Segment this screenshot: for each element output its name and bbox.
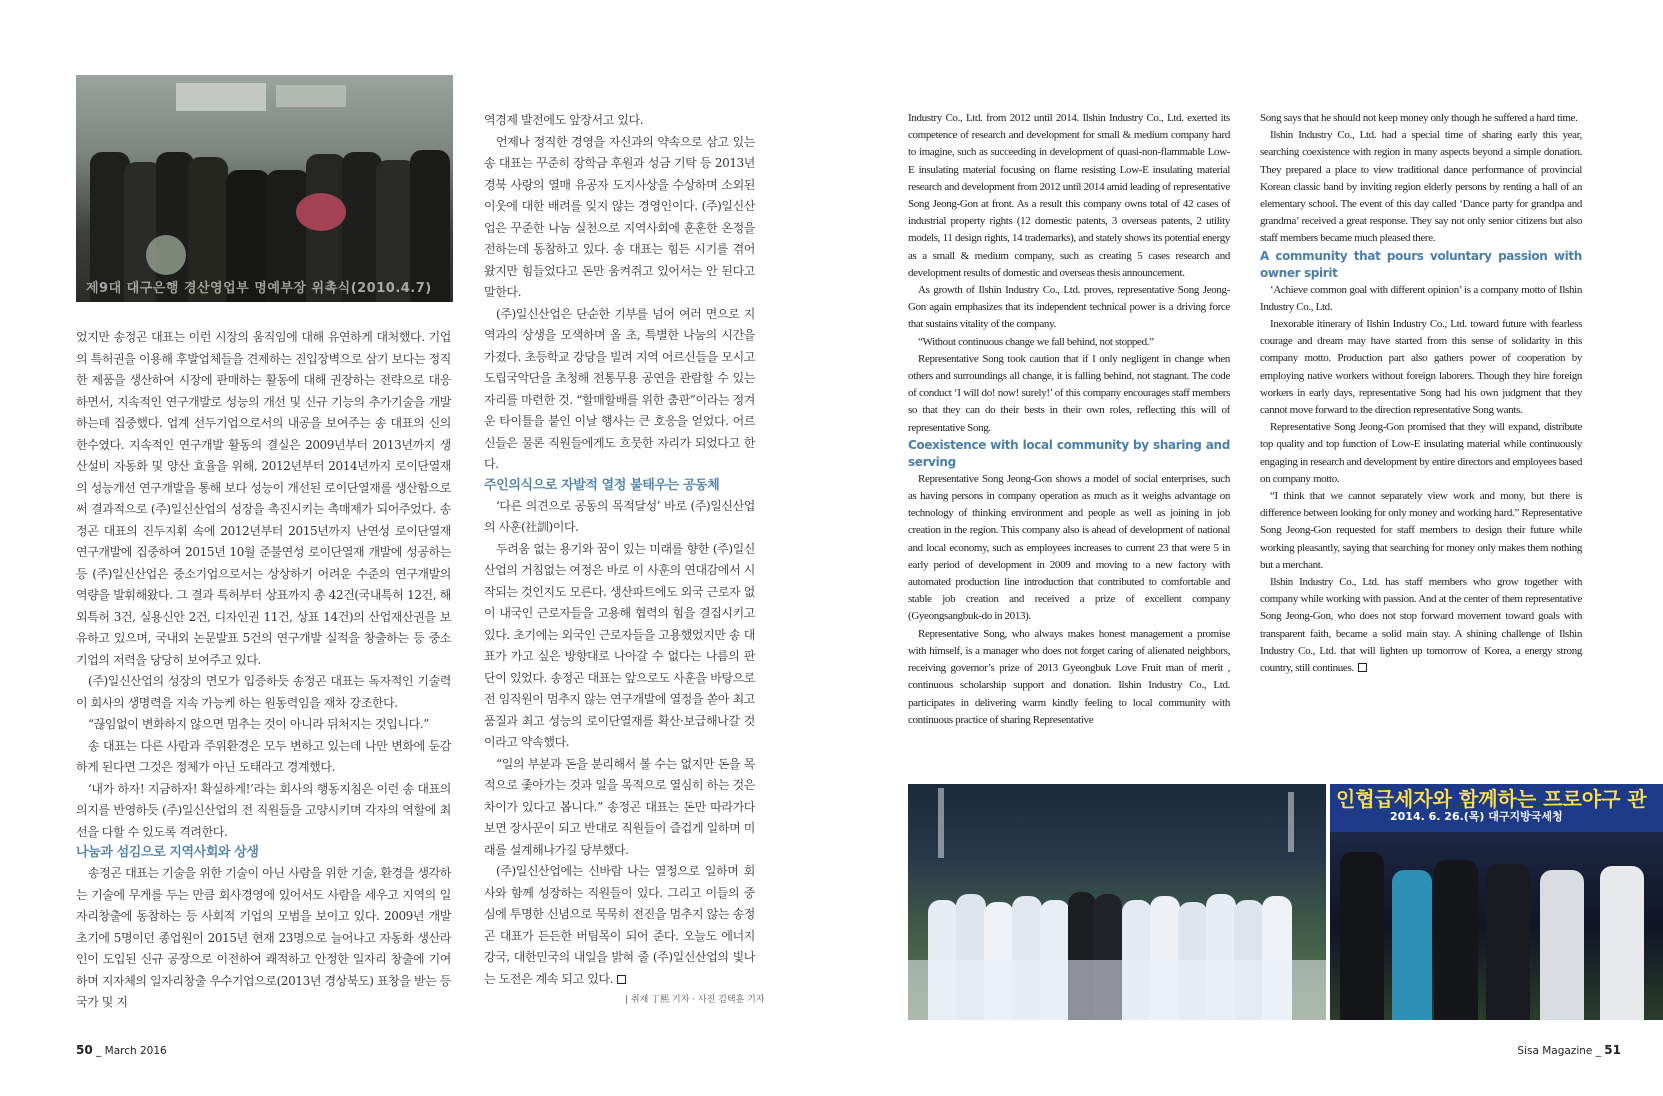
- closing-paragraph: (주)일신산업에는 신바람 나는 열정으로 일하며 회사와 함께 성장하는 직원들이 있다. 그리고 이들의 중심에 투명한 신념으로 묵묵히 전진을 멈추지 않는 송정곤 대표가 든든한 버팀목이 되어 준다. 오늘도 에너지 강국, 대한민국의 내일을 밝혀 줄 (주)일신산업의 빛나는 도전은 계속 되고 있다.: [484, 864, 755, 986]
- event-banner: [1330, 784, 1663, 832]
- paragraph: [484, 861, 755, 990]
- paragraph: 역경제 발전에도 앞장서고 있다.: [484, 113, 644, 127]
- issue-date: _ March 2016: [96, 1045, 167, 1057]
- paragraph: “일의 부분과 돈을 분리해서 볼 수는 없지만 돈을 목적으로 좇아가는 것과 일을 목적으로 열심히 하는 것은 차이가 있다고 봅니다.” 송정곤 대표는 돈만 따라가다 보면 장사꾼이 되고 반대로 직원들이 즐겁게 일하며 미래를 설계해나가길 당부했다.: [484, 756, 755, 857]
- paragraph: [1260, 574, 1582, 677]
- paragraph: 두려움 없는 용기와 꿈이 있는 미래를 향한 (주)일신산업의 거침없는 여정은 바로 이 사훈의 연대감에서 시작되는 것인지도 모른다. 생산파트에도 외국 근로자 없이 내국인 근로자들을 고용해 협력의 힘을 결집시키고 있다. 초기에는 외국인 근로자들을 고용했었지만 송 대표가 가고 싶은 방향대로 나아갈 수 없다는 나름의 판단이 있었다. 송정곤 대표는 앞으로도 사훈을 바탕으로 전 임직원이 멈추지 않는 연구개발에 열정을 쏟아 최고 품질과 최고 성능의 로이단열재를 확산·보급해나갈 것이라고 약속했다.: [484, 541, 755, 749]
- paragraph: Inexorable itinerary of Ilshin Industry Co., Ltd. toward future with fearless courage and dream may have started from this sense of solidarity in this company motto. Production part also gathers power of cooperation by employing native workers without foreign laborers. Though they hire foreign workers in early days, representative Song had his own judgment that they cannot move forward to the direction representative Song wants.: [1260, 318, 1582, 417]
- banner-title: 인협급세자와 함께하는 프로야구 관: [1336, 787, 1647, 811]
- event-photo: [1330, 784, 1663, 1020]
- quote: “끊임없이 변화하지 않으면 멈추는 것이 아니라 뒤처지는 것입니다.”: [88, 717, 429, 731]
- page-number-right: [1517, 1043, 1621, 1057]
- paragraph: (주)일신산업의 성장의 면모가 입증하듯 송정곤 대표는 독자적인 기술력이 회사의 생명력을 지속 가능케 하는 원동력임을 재차 강조한다.: [76, 674, 451, 710]
- right-column-1: [908, 110, 1230, 729]
- section-heading: A community that pours voluntary passion with owner spirit: [1260, 248, 1582, 280]
- paragraph: 송 대표는 다른 사람과 주위환경은 모두 변하고 있는데 나만 변화에 둔감하게 된다면 그것은 정체가 아닌 도태라고 경계했다.: [76, 738, 451, 774]
- paragraph: 언제나 정직한 경영을 자신과의 약속으로 삼고 있는 송 대표는 꾸준히 장학금 후원과 성금 기탁 등 2013년 경북 사랑의 열매 유공자 도지사상을 수상하며 소외된 이웃에 대한 배려를 잊지 않는 경영인이다. (주)일신산업은 꾸준한 나눔 실천으로 지역사회에 훈훈한 온정을 전하는데 동참하고 있다. 송 대표는 힘든 시기를 겪어왔지만 힘들었다고 돈만 움켜쥐고 있어서는 안 된다고 말한다.: [484, 134, 755, 299]
- paragraph: Representative Song Jeong-Gon shows a model of social enterprises, such as having persons in company operation as much as it weighs advantage on technology of thinking environment and people as well as joining in job creation in the region. This company also is ahead of development of national and local economy, such as employees increases to current 23 that were 5 in early period of development in 2009 and moving to a new factory with automated production line introduction that contributed to comfortable and stable job creation and received a prize of excellent company (Gyeongsangbuk-do in 2013).: [908, 472, 1230, 623]
- page-number-left: [76, 1043, 167, 1057]
- paragraph: As growth of Ilshin Industry Co., Ltd. proves, representative Song Jeong-Gon again emphasizes that its independent technical power is a driving force that sustains vitality of the company.: [908, 284, 1230, 331]
- page-number: 51: [1604, 1043, 1621, 1057]
- paragraph: 송정곤 대표는 기술을 위한 기술이 아닌 사람을 위한 기술, 환경을 생각하는 기술에 무게를 두는 만큼 회사경영에 있어서도 사람을 세우고 지역의 일자리창출에 동참하는 등 사회적 기업의 모범을 보이고 있다. 2009년 개발 초기에 5명이던 종업원이 2015년 현재 23명으로 늘어나고 자동화 생산라인이 도입된 신규 공장으로 이전하여 쾌적하고 안정한 일자리 창출에 기여하며 지자체의 일자리창출 우수기업으로(2013년 경상북도) 표창을 받는 등 국가 및 지: [76, 866, 451, 1009]
- paragraph: Representative Song took caution that if I only negligent in change when others and surroundings all change, it is falling behind, not stagnant. The code of conduct ‘I will do! now! surely!’ of this company encourages staff members so that they can do their bests in their own roles, reflecting this will of representative Song.: [908, 352, 1230, 434]
- left-column-1: [76, 327, 451, 1014]
- paragraph: 었지만 송정곤 대표는 이런 시장의 움직임에 대해 유연하게 대처했다. 기업의 특허권을 이용해 후발업체들을 견제하는 진입장벽으로 삼기 보다는 정직한 제품을 생산하여 시장에 판매하는 활동에 대해 권장하는 전략으로 대응하면서, 지속적인 연구개발로 성능의 개선 및 신규 기능의 추가기술을 개발하는데 집중했다. 업계 선두기업으로서의 내공을 보여주는 송 대표의 신의 한수였다. 지속적인 연구개발 활동의 결실은 2009년부터 2013년까지 생산설비 자동화 및 양산 효율을 위해, 2012년부터 2014년까지 로이단열재의 성능개선 연구개발을 통해 보다 성능이 개선된 로이단열재를 생산함으로써 결과적으로 (주)일신산업의 성장을 촉진시키는 촉매제가 되어주었다. 송정곤 대표의 진두지휘 속에 2012년부터 2015년까지 난연성 로이단열재 연구개발에 집중하여 2015년 10월 준불연성 로이단열재 개발에 성공하는 등 (주)일신산업은 중소기업으로서는 상상하기 어려운 수준의 연구개발의 역량을 발휘해왔다. 그 결과 특허부터 상표까지 총 42건(국내특허 12건, 해외특허 3건, 실용신안 2건, 디자인권 11건, 상표 14건)의 산업재산권을 보유하고 있으며, 국내외 논문발표 5건의 연구개발 실적을 창출하는 등 중소기업의 저력을 당당히 보여주고 있다.: [76, 330, 451, 667]
- staff-group-photo: [76, 75, 453, 302]
- photo-caption: 제9대 대구은행 경산영업부 명예부장 위촉식(2010.4.7): [86, 281, 432, 296]
- magazine-name: Sisa Magazine _: [1517, 1045, 1601, 1057]
- closing-paragraph: Ilshin Industry Co., Ltd. has staff members who grow together with company while working with passion. And at the center of them representative Song Jeong-Gon, who does not stop forward movement toward goals with transparent faith, became a solid main stay. A shining challenge of Ilshin Industry Co., Ltd. that will lighten up tomorrow of Korea, a energy strong country, still continues.: [1260, 576, 1582, 675]
- right-column-2: [1260, 110, 1582, 677]
- byline-credit: | 취재 丁熙 기자 · 사진 김택훈 기자: [625, 995, 765, 1005]
- paragraph: ‘내가 하자! 지금하자! 확실하게!’라는 회사의 행동지침은 이런 송 대표의 의지를 반영하듯 (주)일신산업의 전 직원들을 고양시키며 각자의 역할에 최선을 다할 수 있도록 격려한다.: [76, 781, 451, 839]
- paragraph: ‘Achieve common goal with different opinion’ is a company motto of Ilshin Industry Co., Ltd.: [1260, 283, 1582, 313]
- paragraph: Ilshin Industry Co., Ltd. had a special time of sharing early this year, searching coexistence with region in many aspects beyond a simple donation. They prepared a place to view traditional dance performance of provincial Korean classic band by inviting region elderly persons by renting a hall of an elementary school. The event of this day called ‘Dance party for grandpa and grandma’ received a great response. They say not only senior citizens but also staff members became much pleased there.: [1260, 129, 1582, 245]
- paragraph: (주)일신산업은 단순한 기부를 넘어 여러 면으로 지역과의 상생을 모색하며 올 초, 특별한 나눔의 시간을 가졌다. 초등학교 강당을 빌려 지역 어르신들을 모시고 도립국악단을 초청해 전통무용 공연을 관람할 수 있는 자리를 마련한 것. “할매할배를 위한 춤판”이라는 정겨운 타이틀을 붙인 이날 행사는 큰 호응을 얻었다. 어르신들은 물론 직원들에게도 흐뭇한 자리가 되었다고 한다.: [484, 306, 755, 471]
- paragraph: Representative Song Jeong-Gon promised that they will expand, distribute top quality and top function of Low-E insulating material while continuously engaging in research and development by entire directors and employees based on company motto.: [1260, 421, 1582, 485]
- paragraph: Industry Co., Ltd. from 2012 until 2014. Ilshin Industry Co., Ltd. exerted its competence of research and development for small & medium company hard to imagine, such as succeeding in development of quasi-non-flammable Low-E insulating material focusing on flame resisting Low-E insulating material research and development from 2012 until 2014 amid leading of representative Song Jeong-Gon at front. As a result this company owns total of 42 cases of industrial property rights (12 domestic patents, 3 overseas patents, 2 utility models, 11 design rights, 14 trademarks), and stately shows its potential energy as a small & medium company, such as creating 5 cases research and development results of domestic and overseas thesis announcement.: [908, 112, 1230, 279]
- section-heading: Coexistence with local community by sharing and serving: [908, 437, 1230, 469]
- section-heading: 주인의식으로 자발적 열정 불태우는 공동체: [484, 477, 720, 493]
- quote: “Without continuous change we fall behind, not stopped.”: [918, 335, 1154, 348]
- paragraph: ‘다른 의견으로 공동의 목적달성’ 바로 (주)일신산업의 사훈(社訓)이다.: [484, 498, 755, 534]
- page-number: 50: [76, 1043, 93, 1057]
- end-mark-icon: [617, 975, 626, 984]
- paragraph: Representative Song, who always makes honest management a promise with himself, is a manager who does not forget caring of alienated neighbors, receiving governor’s prize of 2013 Gyeongbuk Love Fruit man of merit , continuous scholarship support and donation. Ilshin Industry Co., Ltd. participates in delivering warm kindly feeling to local community with continuous practice of sharing Representative: [908, 627, 1230, 726]
- left-column-2: [484, 110, 755, 990]
- left-page: [0, 0, 831, 1096]
- paragraph: Song says that he should not keep money only though he suffered a hard time.: [1260, 112, 1578, 124]
- section-heading: 나눔과 섬김으로 지역사회와 상생: [76, 845, 259, 860]
- end-mark-icon: [1358, 663, 1367, 672]
- banner-date: 2014. 6. 26.(목) 대구지방국세청: [1390, 810, 1563, 823]
- right-page: [832, 0, 1663, 1096]
- paragraph: “I think that we cannot separately view work and mony, but there is difference between looking for only money and working hard.” Representative Song Jeong-Gon requested for staff members to design their future while working pleasantly, saying that searching for money only makes them nothing but a merchant.: [1260, 490, 1582, 571]
- baseball-team-photo: [908, 784, 1326, 1020]
